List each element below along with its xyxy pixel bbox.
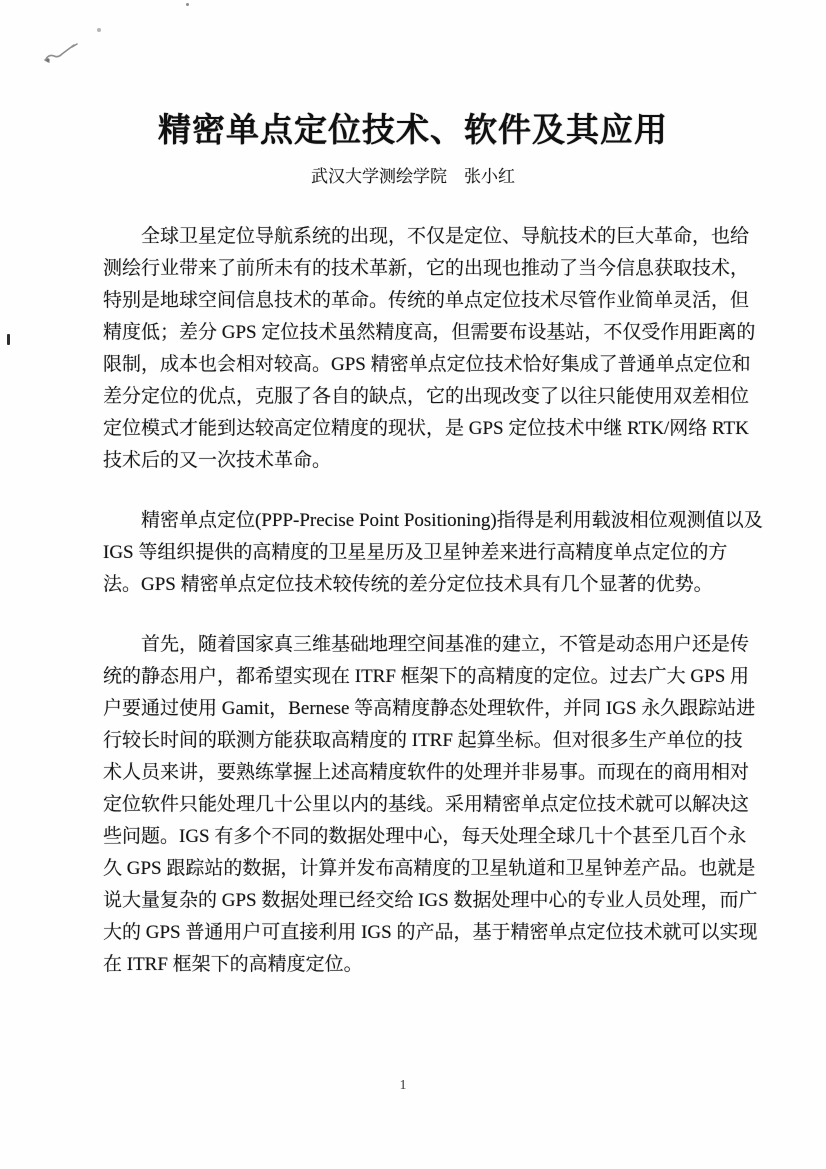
paragraph-advantages (103, 629, 758, 981)
text-line: 户要通过使用 Gamit，Bernese 等高精度静态处理软件，并同 IGS 永久跟踪站进 (103, 698, 756, 719)
page-number: 1 (399, 1078, 407, 1093)
text-line: 精度低；差分 GPS 定位技术虽然精度高，但需要布设基站，不仅受作用距离的 (103, 322, 756, 343)
author-affiliation-line: 武汉大学测绘学院 张小红 (311, 167, 515, 186)
paper-body (103, 221, 763, 1009)
text-line: 在 ITRF 框架下的高精度定位。 (103, 954, 363, 975)
text-line: 些问题。IGS 有多个不同的数据处理中心，每天处理全球几十个甚至几百个永 (103, 826, 747, 847)
text-line: 大的 GPS 普通用户可直接利用 IGS 的产品，基于精密单点定位技术就可以实现 (103, 922, 758, 943)
text-line: 法。GPS 精密单点定位技术较传统的差分定位技术具有几个显著的优势。 (103, 574, 713, 595)
scan-speck (97, 28, 101, 32)
scan-speck (186, 3, 189, 6)
text-line: 测绘行业带来了前所未有的技术革新，它的出现也推动了当今信息获取技术， (103, 258, 750, 279)
text-line: 限制，成本也会相对较高。GPS 精密单点定位技术恰好集成了普通单点定位和 (103, 354, 751, 375)
text-line: 术人员来讲，要熟练掌握上述高精度软件的处理并非易事。而现在的商用相对 (103, 762, 750, 783)
text-line: 技术后的又一次技术革命。 (103, 450, 332, 471)
paragraph-intro (103, 221, 756, 477)
text-line: 说大量复杂的 GPS 数据处理已经交给 IGS 数据处理中心的专业人员处理，而广 (103, 890, 758, 911)
pencil-scribble-mark (42, 36, 94, 66)
text-line: IGS 等组织提供的高精度的卫星星历及卫星钟差来进行高精度单点定位的方 (103, 542, 728, 563)
text-line: 定位软件只能处理几十公里以内的基线。采用精密单点定位技术就可以解决这 (103, 794, 750, 815)
text-line: 首先，随着国家真三维基础地理空间基准的建立，不管是动态用户还是传 (141, 634, 750, 655)
text-line: 特别是地球空间信息技术的革命。传统的单点定位技术尽管作业简单灵活，但 (103, 290, 750, 311)
text-line: 精密单点定位(PPP-Precise Point Positioning)指得是利用载波相位观测值以及 (141, 510, 763, 531)
paragraph-ppp-definition (103, 505, 763, 601)
paper-title: 精密单点定位技术、软件及其应用 (158, 113, 668, 150)
ink-tick-mark (7, 334, 10, 345)
text-line: 行较长时间的联测方能获取高精度的 ITRF 起算坐标。但对很多生产单位的技 (103, 730, 743, 751)
text-line: 全球卫星定位导航系统的出现，不仅是定位、导航技术的巨大革命，也给 (141, 226, 750, 247)
text-line: 久 GPS 跟踪站的数据，计算并发布高精度的卫星轨道和卫星钟差产品。也就是 (103, 858, 756, 879)
text-line: 定位模式才能到达较高定位精度的现状，是 GPS 定位技术中继 RTK/网络 RTK (103, 418, 749, 439)
text-line: 差分定位的优点，克服了各自的缺点，它的出现改变了以往只能使用双差相位 (103, 386, 750, 407)
text-line: 统的静态用户，都希望实现在 ITRF 框架下的高精度的定位。过去广大 GPS 用 (103, 666, 750, 687)
